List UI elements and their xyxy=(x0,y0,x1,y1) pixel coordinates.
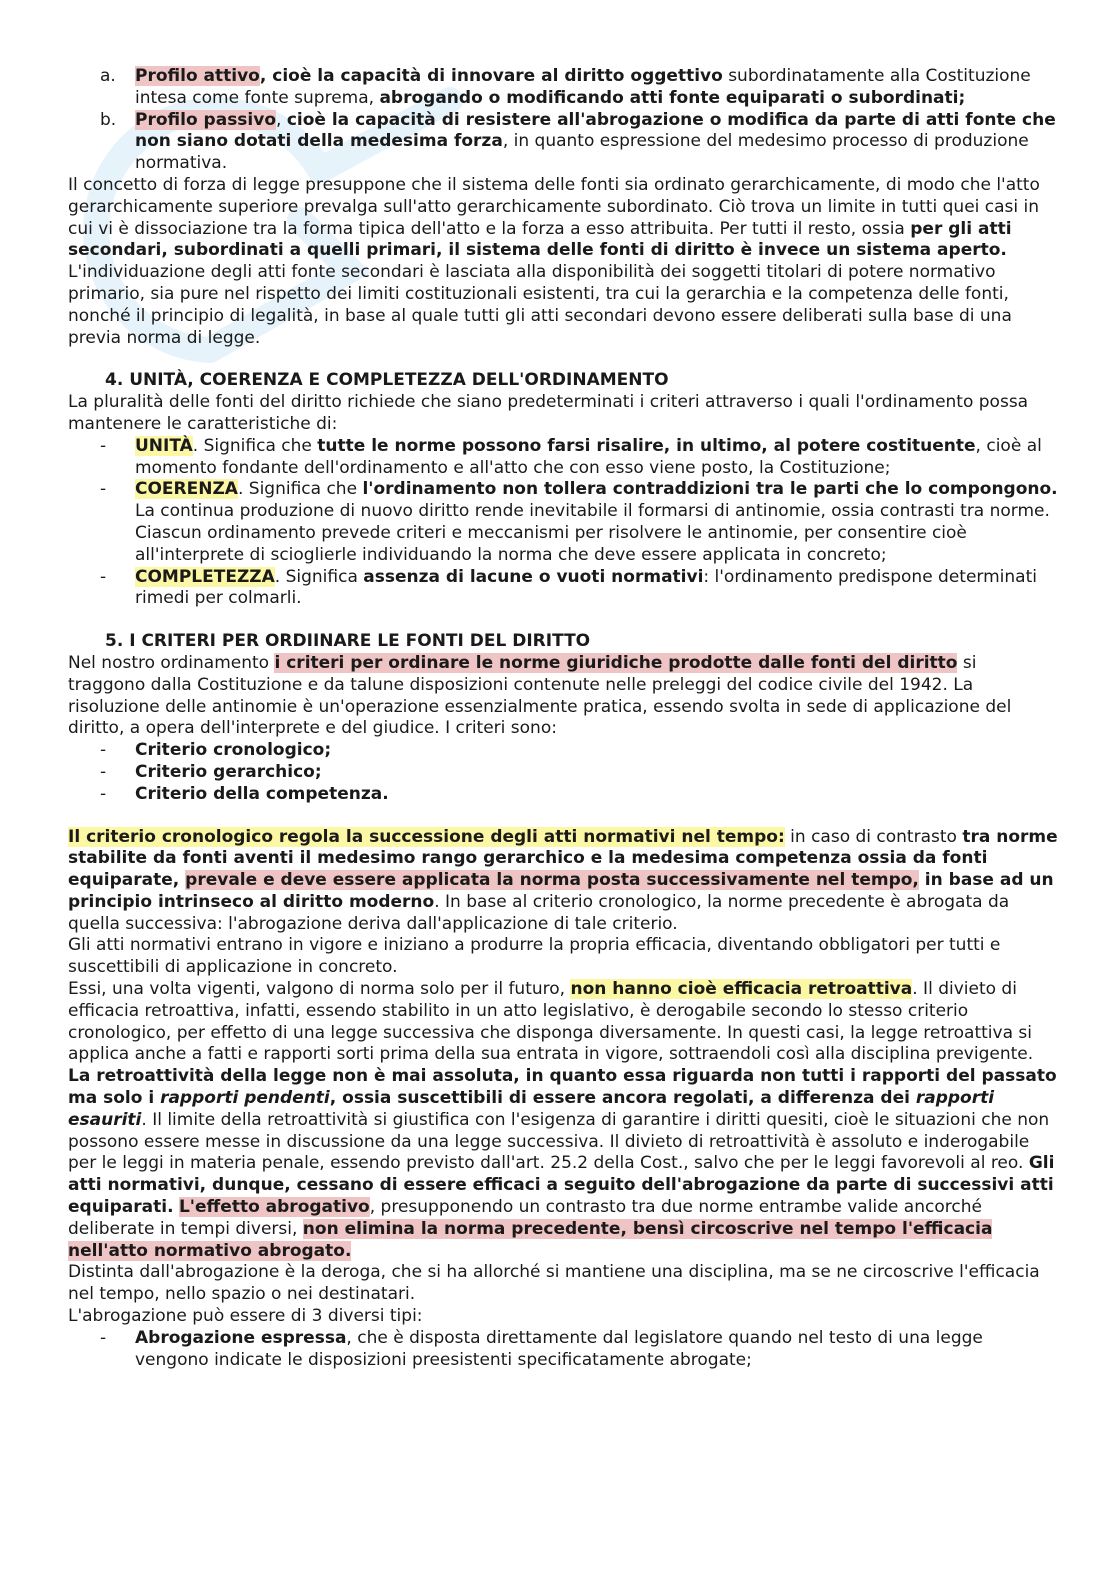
bullet-abrogazione-espressa: - Abrogazione espressa, che è disposta direttamente dal legislatore quando nel testo di una legge vengono indicate le disposizioni preesistenti specificatamente abrogate; xyxy=(100,1327,983,1370)
highlight-effetto-abrogativo: L'effetto abrogativo xyxy=(178,1197,370,1218)
highlight-criteri: i criteri per ordinare le norme giuridiche prodotte dalle fonti del diritto xyxy=(274,652,958,673)
paragraph-deroga: Distinta dall'abrogazione è la deroga, che si ha allorché si mantiene una disciplina, ma se ne circoscrive l'efficacia nel tempo, nello spazio o nei destinatari. xyxy=(68,1262,1040,1305)
highlight-unita: UNITÀ xyxy=(135,435,193,456)
list-marker: a. xyxy=(100,66,116,86)
criteria-item: - Criterio cronologico; xyxy=(100,740,332,761)
paragraph-retroattivita: Essi, una volta vigenti, valgono di norma solo per il futuro, non hanno cioè efficacia retroattiva. Il divieto di efficacia retroattiva, infatti, essendo stabilito in un atto legislativo, è derogabile secondo lo stesso criterio cronologico, per effetto di una legge successiva che disponga diversamente. In questi casi, la legge retroattiva si applica anche a fatti e rapporti sorti prima della sua entrata in vigore, sottraendoli così alla disciplina previgente. La retroattività della legge non è mai assoluta, in quanto essa riguarda non tutti i rapporti del passato ma solo i rapporti pendenti, ossia suscettibili di essere ancora regolati, a differenza dei rapporti esauriti. Il limite della retroattività si giustifica con l'esigenza di garantire i diritti quesiti, cioè le situazioni che non possono essere messe in discussione da una legge successiva. Il divieto di retroattività è assoluto e inderogabile per le leggi in materia penale, essendo previsto dall'art. 25.2 della Cost., salvo che per le leggi favorevoli al reo. Gli atti normativi, dunque, cessano di essere efficaci a seguito dell'abrogazione da parte di successivi atti equiparati. L'effetto abrogativo, presupponendo un contrasto tra due norme entrambe valide ancorché deliberate in tempi diversi, non elimina la norma precedente, bensì circoscrive nel tempo l'efficacia nell'atto normativo abrogato. xyxy=(68,979,1057,1261)
paragraph-criterio-cronologico: Il criterio cronologico regola la successione degli atti normativi nel tempo: in caso di contrasto tra norme stabilite da fonti aventi il medesimo rango gerarchico e la medesima competenza ossia da fonti equiparate, prevale e deve essere applicata la norma posta successivamente nel tempo, in base ad un principio intrinseco al diritto moderno. In base al criterio cronologico, la norme precedente è abrogata da quella successiva: l'abrogazione deriva dall'applicazione di tale criterio. xyxy=(68,826,1058,934)
section-4-intro: La pluralità delle fonti del diritto richiede che siano predeterminati i criteri attraverso i quali l'ordinamento possa mantenere le caratteristiche di: xyxy=(68,392,1029,434)
highlight-completezza: COMPLETEZZA xyxy=(135,566,275,587)
highlight-profilo-attivo: Profilo attivo xyxy=(135,66,260,86)
section-4-heading: 4. UNITÀ, COERENZA E COMPLETEZZA DELL'ORDINAMENTO xyxy=(105,370,669,391)
paragraph-tipi: L'abrogazione può essere di 3 diversi tipi: xyxy=(68,1306,423,1327)
highlight-efficacia-retroattiva: non hanno cioè efficacia retroattiva xyxy=(570,979,913,1000)
bullet-unita: - UNITÀ. Significa che tutte le norme possono farsi risalire, in ultimo, al potere costituente, cioè al momento fondante dell'ordinamento e all'atto che con esso viene posto, la Costituzione; xyxy=(100,435,1042,478)
document-page xyxy=(68,66,1058,1371)
criteria-item: - Criterio della competenza. xyxy=(100,783,389,804)
section-5-intro: Nel nostro ordinamento i criteri per ordinare le norme giuridiche prodotte dalle fonti del diritto si traggono dalla Costituzione e da talune disposizioni contenute nelle preleggi del codice civile del 1942. La risoluzione delle antinomie è un'operazione essenzialmente pratica, essendo svolta in sede di applicazione del diritto, a opera dell'interprete e del giudice. I criteri sono: xyxy=(68,652,1012,739)
bullet-coerenza: - COERENZA. Significa che l'ordinamento non tollera contraddizioni tra le parti che lo compongono. La continua produzione di nuovo diritto rende inevitabile il formarsi di antinomie, ossia contrasti tra norme. Ciascun ordinamento prevede criteri e meccanismi per risolvere le antinomie, per consentire cioè all'interprete di scioglierle individuando la norma che deve essere applicata in concreto; xyxy=(100,479,1058,565)
list-item-b: b. Profilo passivo, cioè la capacità di resistere all'abrogazione o modifica da parte di atti fonte che non siano dotati della medesima forza, in quanto espressione del medesimo processo di produzione normativa. xyxy=(100,109,1056,174)
list-marker: b. xyxy=(100,109,117,130)
criteria-item: - Criterio gerarchico; xyxy=(100,761,322,782)
paragraph-entrata-in-vigore: Gli atti normativi entrano in vigore e iniziano a produrre la propria efficacia, diventando obbligatori per tutti e suscettibili di applicazione in concreto. xyxy=(68,935,1001,978)
highlight-criterio-cronologico: Il criterio cronologico regola la successione degli atti normativi nel tempo: xyxy=(68,826,785,847)
section-5-heading: 5. I CRITERI PER ORDIINARE LE FONTI DEL DIRITTO xyxy=(105,631,591,652)
highlight-coerenza: COERENZA xyxy=(135,479,238,500)
list-item-a: a. Profilo attivo, cioè la capacità di innovare al diritto oggettivo subordinatamente alla Costituzione intesa come fonte suprema, abrogando o modificando atti fonte equiparati o subordinati; xyxy=(100,66,1031,108)
paragraph-forza-di-legge: Il concetto di forza di legge presuppone che il sistema delle fonti sia ordinato gerarchicamente, di modo che l'atto gerarchicamente superiore prevalga sull'atto gerarchicamente subordinato. Ciò trova un limite in tutti quei casi in cui vi è dissociazione tra la forma tipica dell'atto e la forza a esso attribuita. Per tutti il resto, ossia per gli atti secondari, subordinati a quelli primari, il sistema delle fonti di diritto è invece un sistema aperto. L'individuazione degli atti fonte secondari è lasciata alla disponibilità dei soggetti titolari di potere normativo primario, sia pure nel rispetto dei limiti costituzionali esistenti, tra cui la gerarchia e la competenza delle fonti, nonché il principio di legalità, in base al quale tutti gli atti secondari devono essere deliberati sulla base di una previa norma di legge. xyxy=(68,174,1040,348)
highlight-prevale: prevale e deve essere applicata la norma posta successivamente nel tempo, xyxy=(185,870,919,891)
highlight-non-elimina: non elimina la norma precedente, bensì circoscrive nel tempo l'efficacia nell'atto normativo abrogato. xyxy=(68,1218,993,1261)
highlight-profilo-passivo: Profilo passivo xyxy=(135,109,277,130)
bullet-completezza: - COMPLETEZZA. Significa assenza di lacune o vuoti normativi: l'ordinamento predispone determinati rimedi per colmarli. xyxy=(100,566,1037,609)
